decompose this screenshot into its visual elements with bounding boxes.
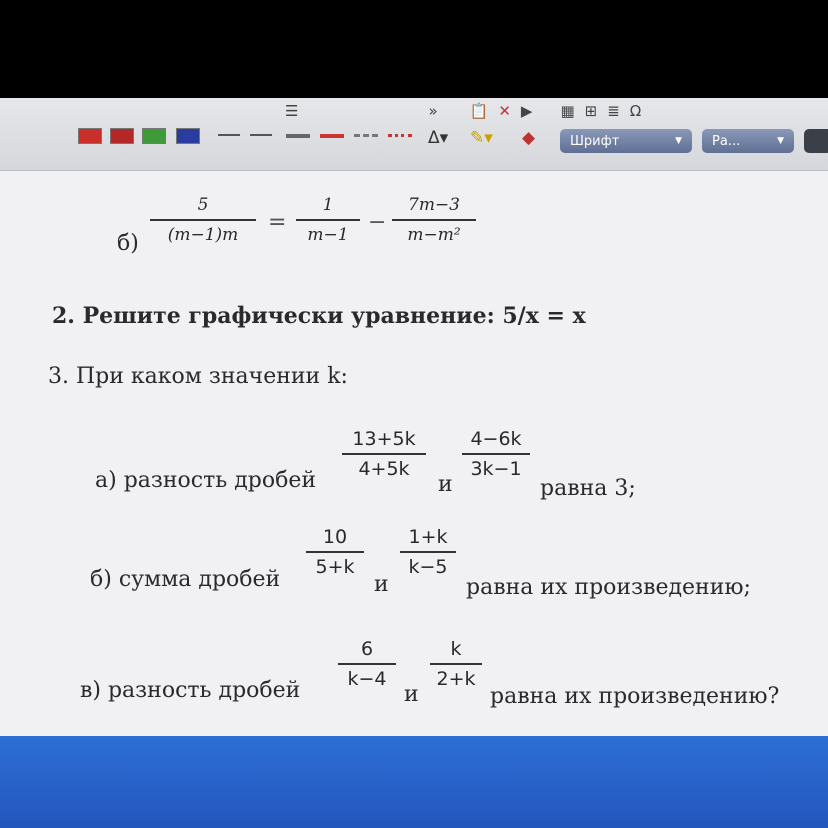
task3b-fraction-2 [400,526,456,578]
task3c-and: и [404,682,419,707]
forward-icon[interactable]: » [428,102,438,120]
fraction-denominator: m−1 [307,225,349,245]
toolbar-top-row [285,100,641,122]
fraction-numerator: 7m−3 [408,195,460,215]
color-swatch-green[interactable] [142,128,166,144]
fraction-denominator: k−4 [347,668,387,690]
fraction-denominator: (m−1)m [167,225,239,245]
line-style-red[interactable] [320,134,344,138]
fraction-bar [342,453,426,455]
fraction-denominator: k−5 [408,556,448,578]
line-style-thin-2[interactable] [250,134,272,136]
fraction-bar [306,551,364,553]
task2-text: 2. Решите графически уравнение: 5/x = x [52,303,586,329]
task1b-lhs-fraction [150,194,256,246]
document-page [0,170,828,735]
highlight-icon[interactable]: ✎▾ [470,128,493,148]
formatting-toolbar [0,98,828,171]
color-swatch-red[interactable] [78,128,102,144]
fraction-numerator: 4−6k [470,428,522,450]
chevron-down-icon: ▼ [675,136,682,146]
fraction-numerator: 1 [322,195,334,215]
screen [0,98,828,828]
line-style-thin[interactable] [218,134,240,136]
fraction-numerator: 10 [322,526,348,548]
list-icon[interactable]: ☰ [285,102,299,120]
fraction-bar [338,663,396,665]
fraction-denominator: 5+k [315,556,355,578]
font-dropdown-label: Шрифт [570,133,620,149]
fraction-bar [462,453,530,455]
line-style-wavy[interactable] [388,134,412,137]
task3c-fraction-2 [430,638,482,690]
table-icon[interactable]: ⊞ [584,102,598,120]
task3a-prefix: а) разность дробей [95,468,317,493]
color-swatch-blue[interactable] [176,128,200,144]
line-style-dashed[interactable] [354,134,378,137]
fraction-denominator: m−m² [407,225,461,245]
fraction-numerator: 6 [360,638,374,660]
task3a-and: и [438,472,453,497]
task1b-label: б) [117,231,139,256]
fraction-bar [392,219,476,221]
task3c-suffix: равна их произведению? [490,684,780,709]
close-icon[interactable]: ✕ [498,102,511,120]
task3c-prefix: в) разность дробей [80,678,301,703]
taskbar [0,736,828,828]
fraction-bar [150,219,256,221]
chevron-down-icon: ▼ [777,136,784,146]
task3-heading: 3. При каком значении k: [48,364,348,389]
task3b-prefix: б) сумма дробей [90,567,281,592]
task3b-and: и [374,572,389,597]
fraction-numerator: 5 [197,195,209,215]
task3c-fraction-1 [338,638,396,690]
fraction-numerator: k [450,638,462,660]
fraction-numerator: 13+5k [352,428,416,450]
picture-icon[interactable]: ▦ [560,102,575,120]
flag-icon[interactable]: ▶ [520,102,533,120]
font-dropdown[interactable] [560,129,692,153]
fraction-denominator: 2+k [436,668,476,690]
task3b-suffix: равна их произведению; [466,575,751,600]
task1b-fraction-2 [392,194,476,246]
fraction-denominator: 4+5k [358,458,410,480]
task1b-fraction-1 [296,194,360,246]
omega-icon[interactable]: Ω [629,102,642,120]
fraction-bar [400,551,456,553]
paste-icon[interactable]: 📋 [469,102,489,120]
more-button[interactable] [804,129,828,153]
fraction-denominator: 3k−1 [470,458,522,480]
fraction-bar [296,219,360,221]
line-style-medium[interactable] [286,134,310,138]
task3b-fraction-1 [306,526,364,578]
task3a-fraction-1 [342,428,426,480]
delta-icon[interactable]: Δ▾ [428,128,449,148]
align-icon[interactable]: ≣ [607,102,620,120]
eraser-icon[interactable]: ◆ [522,128,536,148]
fraction-numerator: 1+k [408,526,448,548]
paragraph-dropdown[interactable] [702,129,794,153]
equals-sign: = [268,210,287,235]
task3a-suffix: равна 3; [540,476,636,501]
minus-sign: − [368,210,387,235]
paragraph-dropdown-label: Ра... [712,133,741,149]
task3a-fraction-2 [462,428,530,480]
fraction-bar [430,663,482,665]
color-swatch-darkred[interactable] [110,128,134,144]
